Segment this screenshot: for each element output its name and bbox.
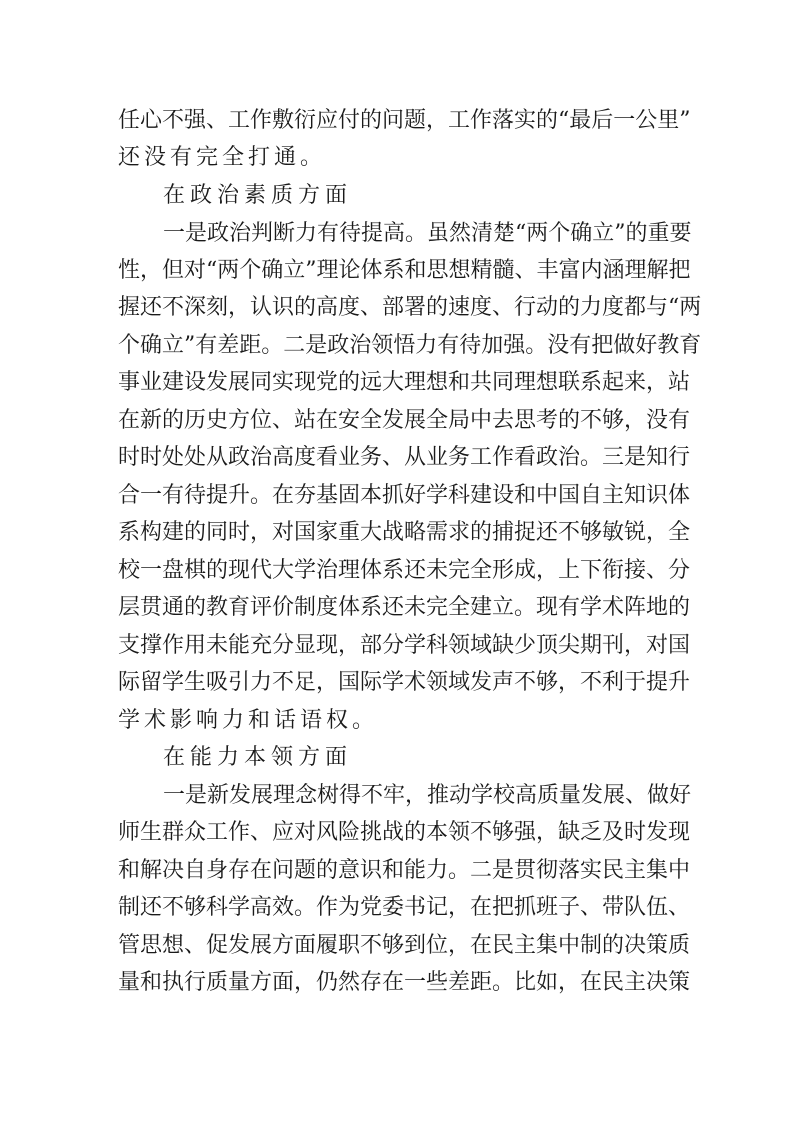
text-line: 一是新发展理念树得不牢，推动学校高质量发展、做好	[163, 783, 692, 808]
text-line: 合一有待提升。在夯基固本抓好学科建设和中国自主知识体	[118, 483, 691, 508]
text-line: 校一盘棋的现代大学治理体系还未完全形成，上下衔接、分	[118, 558, 691, 583]
text-line: 师生群众工作、应对风险挑战的本领不够强，缺乏及时发现	[118, 820, 691, 845]
section-heading: 在能力本领方面	[163, 745, 353, 770]
text-line: 一是政治判断力有待提高。虽然清楚“两个确立”的重要	[163, 221, 692, 246]
text-line: 学术影响力和话语权。	[118, 708, 379, 733]
text-line: 事业建设发展同实现党的远大理想和共同理想联系起来，站	[118, 370, 691, 395]
text-line: 时时处处从政治高度看业务、从业务工作看政治。三是知行	[118, 445, 691, 470]
text-line: 层贯通的教育评价制度体系还未完全建立。现有学术阵地的	[118, 595, 691, 620]
text-line: 任心不强、工作敷衍应付的问题，工作落实的“最后一公里”	[118, 108, 691, 133]
text-line: 支撑作用未能充分显现，部分学科领域缺少顶尖期刊，对国	[118, 633, 691, 658]
text-line: 管思想、促发展方面履职不够到位，在民主集中制的决策质	[118, 933, 691, 958]
text-line: 和解决自身存在问题的意识和能力。二是贯彻落实民主集中	[118, 858, 691, 883]
text-line: 系构建的同时，对国家重大战略需求的捕捉还不够敏锐，全	[118, 520, 691, 545]
section-heading: 在政治素质方面	[163, 183, 353, 208]
text-line: 握还不深刻，认识的高度、部署的速度、行动的力度都与“两	[118, 295, 702, 320]
text-line: 个确立”有差距。二是政治领悟力有待加强。没有把做好教育	[118, 333, 702, 358]
text-line: 量和执行质量方面，仍然存在一些差距。比如，在民主决策	[118, 970, 691, 995]
text-line: 性，但对“两个确立”理论体系和思想精髓、丰富内涵理解把	[118, 258, 691, 283]
text-line: 际留学生吸引力不足，国际学术领域发声不够，不利于提升	[118, 670, 691, 695]
text-line: 还没有完全打通。	[118, 145, 327, 170]
text-line: 制还不够科学高效。作为党委书记，在把抓班子、带队伍、	[118, 895, 691, 920]
text-line: 在新的历史方位、站在安全发展全局中去思考的不够，没有	[118, 408, 691, 433]
